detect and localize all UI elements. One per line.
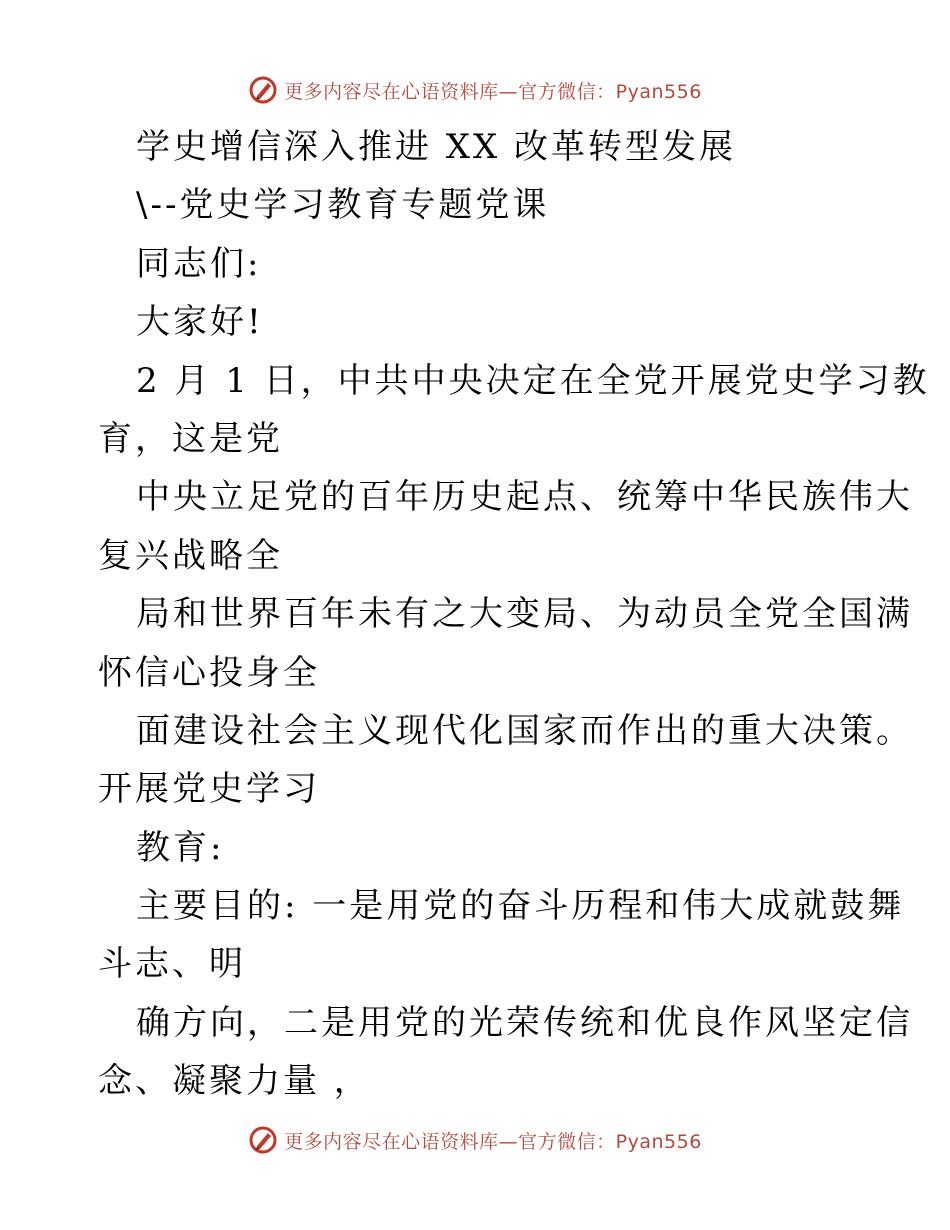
text-line: 2 月 1 日，中共中央决定在全党开展党史学习教 (136, 360, 930, 401)
text-line: 局和世界百年未有之大变局、为动员全党全国满 (136, 594, 913, 635)
text-line: 斗志、明 (98, 944, 246, 985)
text-line: 确方向，二是用党的光荣传统和优良作风坚定信 (136, 1002, 913, 1043)
pen-logo-icon (248, 1125, 278, 1155)
text-line: 学史增信深入推进 XX 改革转型发展 (136, 127, 737, 167)
text-line: 大家好! (136, 302, 264, 343)
watermark-header (0, 70, 950, 110)
text-line: 同志们: (136, 243, 262, 284)
text-line: 怀信心投身全 (98, 652, 320, 693)
watermark-text: 更多内容尽在心语资料库—官方微信：Pyan556 (284, 1130, 702, 1153)
document-body (0, 118, 950, 1111)
text-line: 主要目的: 一是用党的奋斗历程和伟大成就鼓舞 (136, 886, 905, 927)
pen-logo-icon (248, 75, 278, 105)
text-line: 中央立足党的百年历史起点、统筹中华民族伟大 (136, 477, 913, 518)
text-line: \--党史学习教育专题党课 (136, 185, 550, 226)
text-line: 念、凝聚力量 ， (98, 1061, 371, 1102)
text-line: 开展党史学习 (98, 769, 320, 810)
text-line: 面建设社会主义现代化国家而作出的重大决策。 (136, 710, 913, 751)
text-line: 教育: (136, 827, 225, 868)
text-line: 复兴战略全 (98, 535, 283, 576)
text-line: 育，这是党 (98, 418, 283, 459)
watermark-footer (0, 1120, 950, 1160)
watermark-text: 更多内容尽在心语资料库—官方微信：Pyan556 (284, 80, 702, 103)
